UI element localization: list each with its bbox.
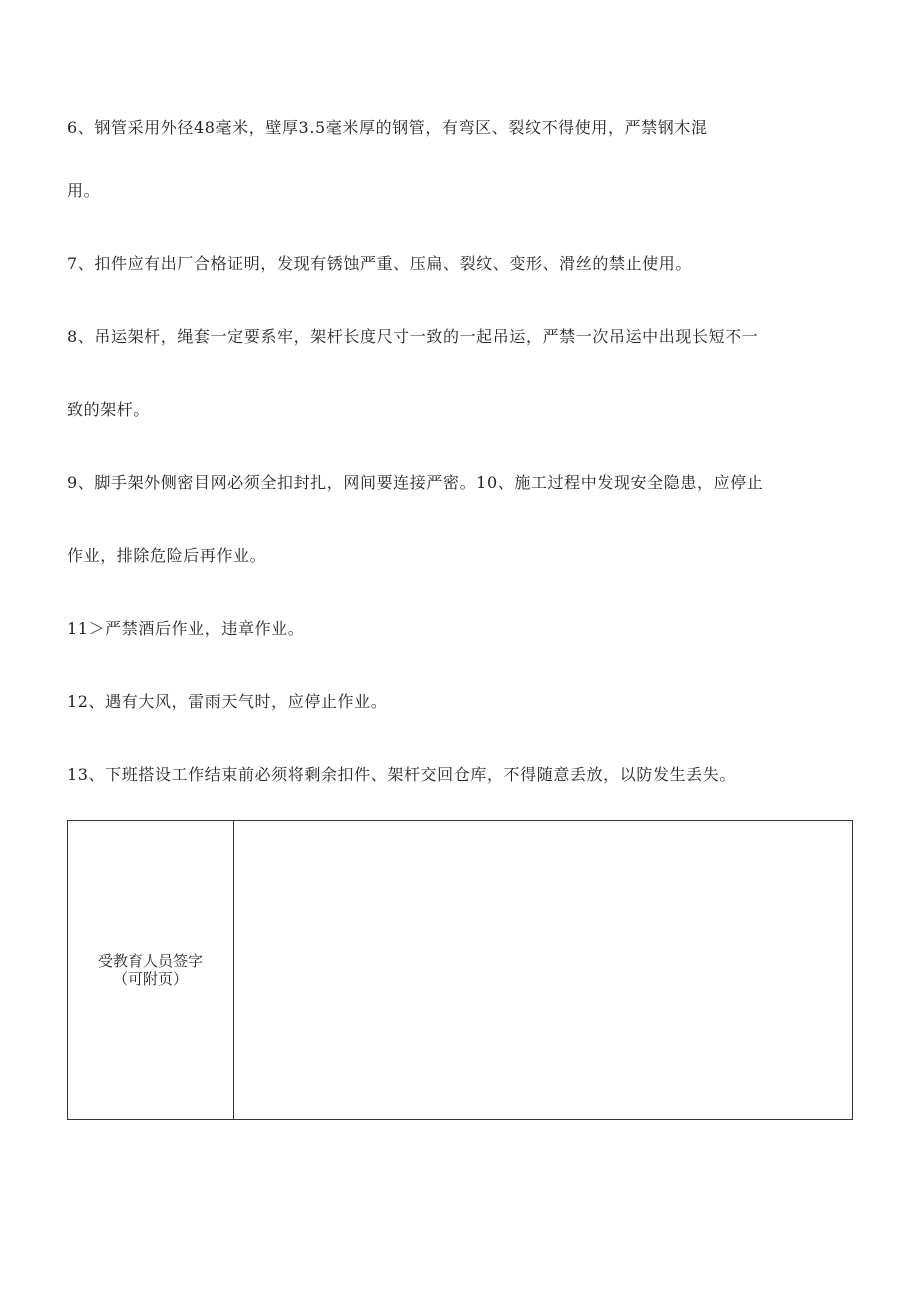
rule-12: 12、遇有大风，雷雨天气时，应停止作业。 <box>67 692 388 711</box>
rule-9-10-line-2: 作业，排除危险后再作业。 <box>67 546 267 565</box>
signature-label-cell <box>68 821 234 1120</box>
rule-11: 11＞严禁酒后作业，违章作业。 <box>67 619 305 638</box>
signature-label: 受教育人员签字 <box>97 952 203 970</box>
rule-8-line-1: 8、吊运架杆，绳套一定要系牢，架杆长度尺寸一致的一起吊运，严禁一次吊运中出现长短不一 <box>67 327 759 346</box>
rule-6-line-2: 用。 <box>67 181 101 200</box>
rule-8-line-2: 致的架杆。 <box>67 400 151 419</box>
signature-table <box>67 820 853 1120</box>
signature-field[interactable] <box>234 821 853 1120</box>
rule-7: 7、扣件应有出厂合格证明，发现有锈蚀严重、压扁、裂纹、变形、滑丝的禁止使用。 <box>67 254 692 273</box>
signature-row <box>68 821 853 1120</box>
signature-label-note: （可附页） <box>112 970 188 988</box>
rule-9-10-line-1: 9、脚手架外侧密目网必须全扣封扎，网间要连接严密。10、施工过程中发现安全隐患，应停止 <box>67 473 764 492</box>
rule-6-line-1: 6、钢管采用外径48毫米，壁厚3.5毫米厚的钢管，有弯区、裂纹不得使用，严禁钢木混 <box>67 118 708 137</box>
rule-13: 13、下班搭设工作结束前必须将剩余扣件、架杆交回仓库，不得随意丢放，以防发生丢失。 <box>67 765 736 784</box>
